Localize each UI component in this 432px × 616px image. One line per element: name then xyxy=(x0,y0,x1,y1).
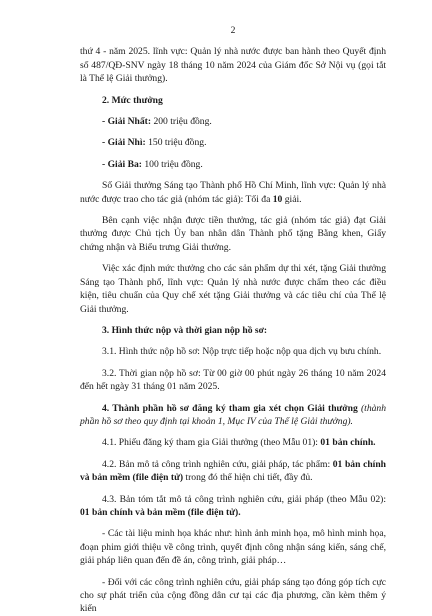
prize-third-label: - Giải Ba: xyxy=(102,158,142,170)
submission-time-paragraph: 3.2. Thời gian nộp hồ sơ: Từ 00 giờ 00 phút ngày 26 tháng 10 năm 2024 đến hết ngày 31 tháng 01 năm 2025. xyxy=(80,367,386,393)
prize-second xyxy=(80,136,386,149)
page-number: 2 xyxy=(230,25,236,36)
description-text: 4.2. Bản mô tả công trình nghiên cứu, giải pháp, tác phẩm: xyxy=(102,458,333,470)
summary-text: 4.3. Bản tóm tắt mô tả công trình nghiên cứu, giải pháp (theo Mẫu 02): xyxy=(102,493,386,505)
prize-count-number: 10 xyxy=(272,193,283,205)
prize-first-value: 200 triệu đồng. xyxy=(151,116,212,128)
summary-copies: 01 bản chính và bản mềm (file điện tử). xyxy=(80,506,241,518)
registration-form-text: 4.1. Phiếu đăng ký tham gia Giải thưởng (theo Mẫu 01): xyxy=(102,437,321,449)
description-paragraph xyxy=(80,458,386,485)
section-4-heading-bold: 4. Thành phần hồ sơ đăng ký tham gia xét chọn Giải thưởng xyxy=(102,402,358,414)
prize-second-label: - Giải Nhì: xyxy=(102,137,146,149)
prize-first xyxy=(80,115,386,128)
award-paragraph: Bên cạnh việc nhận được tiền thưởng, tác giả (nhóm tác giả) đạt Giải thưởng được Chủ tịch Ủy ban nhân dân Thành phố tặng Bằng khen, Giấy chứng nhận và Biểu trưng Giải thưởng. xyxy=(80,215,386,253)
prize-second-value: 150 triệu đồng. xyxy=(145,137,207,149)
prize-count-text: Số Giải thưởng Sáng tạo Thành phố Hồ Chí Minh, lĩnh vực: Quản lý nhà nước được trao cho tác giả (nhóm tác giả): Tối đa xyxy=(80,180,386,205)
prize-third-value: 100 triệu đồng. xyxy=(141,158,203,170)
section-4-heading xyxy=(80,402,386,429)
community-opinion-paragraph: - Đối với các công trình nghiên cứu, giải pháp sáng tạo đóng góp tích cực cho sự phát triển của cộng đồng dân cư tại các địa phương, cần kèm thêm ý kiến xyxy=(80,576,386,615)
description-copies: 01 bản chính và bản mềm (file điện tử) xyxy=(80,458,387,484)
registration-form-copies: 01 bản chính. xyxy=(320,437,376,449)
continuation-paragraph: thứ 4 - năm 2025. lĩnh vực: Quản lý nhà nước được ban hành theo Quyết định số 487/QĐ-SNV ngày 18 tháng 10 năm 2024 của Giám đốc Sở Nội vụ (gọi tắt là Thể lệ Giải thưởng). xyxy=(80,46,386,85)
summary-paragraph xyxy=(80,493,386,520)
illustration-materials-paragraph: - Các tài liệu minh họa khác như: hình ảnh minh họa, mô hình minh họa, đoạn phim giới thiệu về công trình, quyết định công nhận sáng kiến, sáng chế, giải pháp liên quan đến đề án, công trình, giải pháp… xyxy=(80,528,386,567)
prize-count-paragraph xyxy=(80,179,386,206)
prize-count-suffix: giải. xyxy=(282,193,302,205)
registration-form-paragraph xyxy=(80,436,386,449)
section-2-heading: 2. Mức thưởng xyxy=(102,94,163,106)
submission-method-paragraph: 3.1. Hình thức nộp hồ sơ: Nộp trực tiếp hoặc nộp qua dịch vụ bưu chính. xyxy=(102,346,382,358)
description-suffix: trong đó thể hiện chi tiết, đầy đủ. xyxy=(183,472,313,484)
criteria-paragraph: Việc xác định mức thưởng cho các sản phẩm dự thi xét, tặng Giải thưởng Sáng tạo Thành phố, lĩnh vực: Quản lý nhà nước được chấm theo các điều kiện, tiêu chuẩn của Quy chế xét tặng Giải thưởng và các tiêu chí của Thể lệ Giải thưởng. xyxy=(80,263,386,315)
section-4-heading-italic: (thành phần hồ sơ theo quy định tại khoản 1, Mục IV của Thể lệ Giải thưởng). xyxy=(80,402,387,427)
prize-first-label: - Giải Nhất: xyxy=(102,116,152,128)
prize-third xyxy=(80,158,386,171)
section-3-heading: 3. Hình thức nộp và thời gian nộp hồ sơ: xyxy=(102,324,268,336)
